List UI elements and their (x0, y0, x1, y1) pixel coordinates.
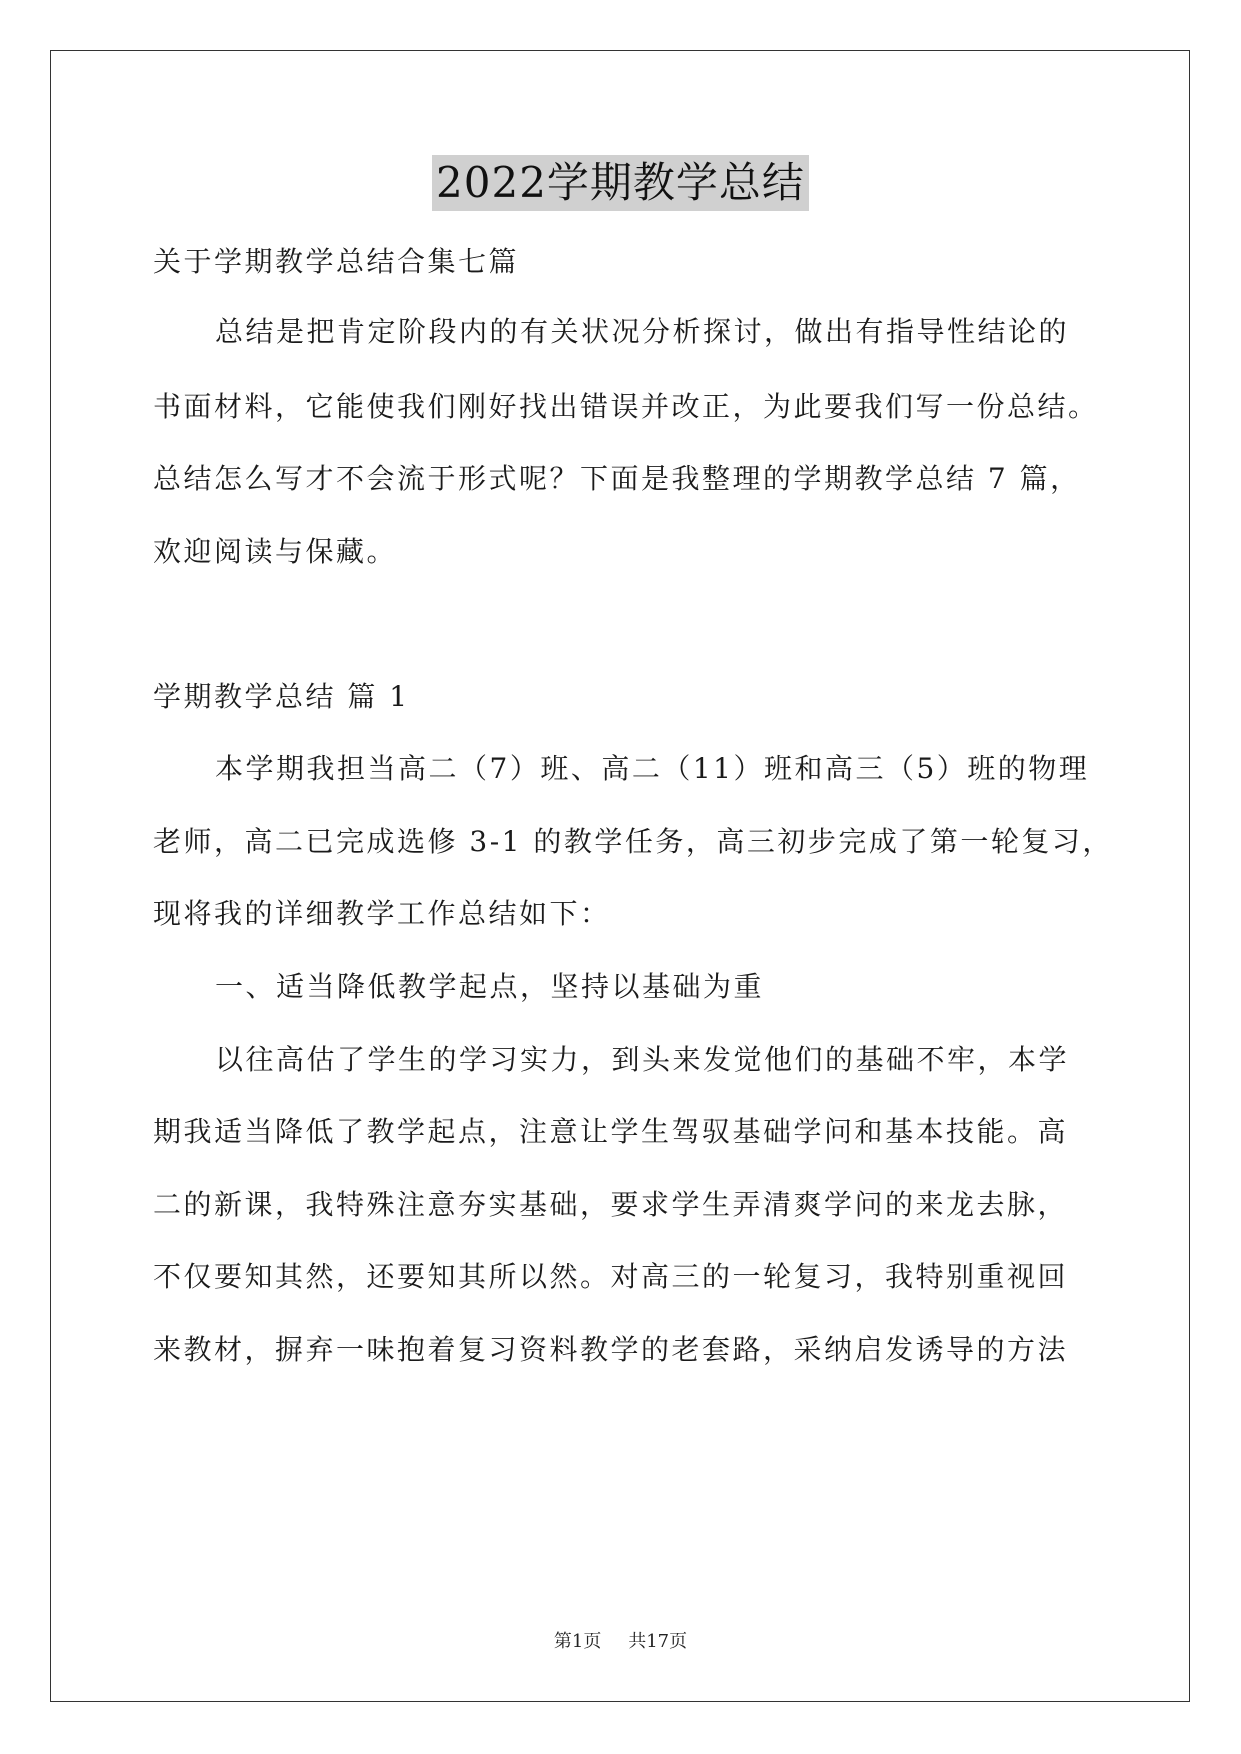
paragraph-line: 二的新课，我特殊注意夯实基础，要求学生弄清爽学问的来龙去脉， (153, 1188, 1069, 1221)
paragraph-line: 老师，高二已完成选修 3-1 的教学任务，高三初步完成了第一轮复习， (153, 825, 1113, 858)
paragraph-line: 本学期我担当高二（7）班、高二（11）班和高三（5）班的物理 (215, 752, 1090, 785)
paragraph-line: 欢迎阅读与保藏。 (153, 535, 398, 568)
paragraph-line: 总结是把肯定阶段内的有关状况分析探讨，做出有指导性结论的 (215, 315, 1070, 348)
paragraph-line: 现将我的详细教学工作总结如下： (153, 897, 611, 930)
page-border (50, 50, 1190, 1702)
paragraph-line: 总结怎么写才不会流于形式呢？下面是我整理的学期教学总结 7 篇， (153, 462, 1081, 495)
subsection-heading: 一、适当降低教学起点，坚持以基础为重 (215, 970, 765, 1003)
document-subtitle: 关于学期教学总结合集七篇 (153, 245, 520, 278)
title-container (0, 155, 1241, 211)
paragraph-line: 期我适当降低了教学起点，注意让学生驾驭基础学问和基本技能。高 (153, 1115, 1069, 1148)
page-total: 共17页 (628, 1631, 688, 1652)
page-number: 第1页 (553, 1631, 602, 1652)
page-footer (0, 1630, 1241, 1654)
document-title: 2022学期教学总结 (432, 155, 809, 211)
section-heading: 学期教学总结 篇 1 (153, 680, 410, 713)
paragraph-line: 以往高估了学生的学习实力，到头来发觉他们的基础不牢，本学 (215, 1043, 1070, 1076)
paragraph-line: 书面材料，它能使我们刚好找出错误并改正，为此要我们写一份总结。 (153, 390, 1099, 423)
paragraph-line: 不仅要知其然，还要知其所以然。对高三的一轮复习，我特别重视回 (153, 1260, 1069, 1293)
paragraph-line: 来教材，摒弃一味抱着复习资料教学的老套路，采纳启发诱导的方法 (153, 1333, 1069, 1366)
